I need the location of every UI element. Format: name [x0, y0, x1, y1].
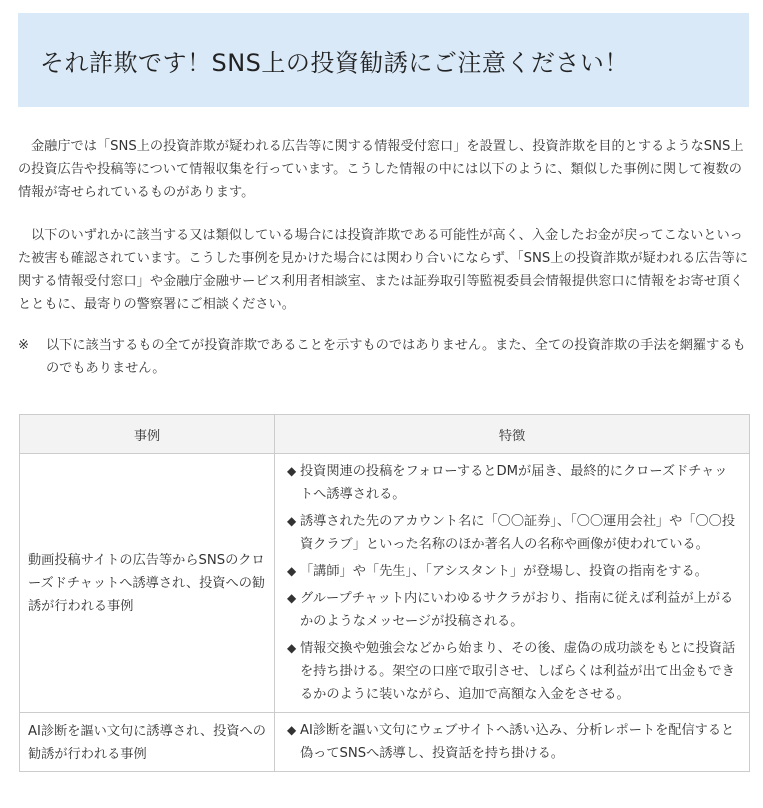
- table-row: [20, 713, 750, 772]
- table-row: [20, 454, 750, 713]
- diamond-bullet-icon: ◆: [287, 591, 297, 605]
- header-features: 特徴: [275, 415, 750, 454]
- note-text: 以下に該当するもの全てが投資詐欺であることを示すものではありません。また、全ての投資詐欺の手法を網羅するものでもありません。: [46, 338, 746, 376]
- feature-text: 誘導された先のアカウント名に「〇〇証券」、「〇〇運用会社」や「〇〇投資クラブ」といった名称のほか著名人の名称や画像が使われている。: [300, 514, 736, 552]
- feature-text: グループチャット内にいわゆるサクラがおり、指南に従えば利益が上がるかのようなメッセージが投稿される。: [300, 591, 734, 629]
- feature-item: [287, 560, 739, 583]
- feature-text: 「講師」や「先生」、「アシスタント」が登場し、投資の指南をする。: [300, 564, 708, 579]
- case-features: [275, 454, 750, 713]
- feature-text: 投資関連の投稿をフォローするとDMが届き、最終的にクローズドチャットへ誘導される。: [300, 464, 728, 502]
- fraud-cases-table: [19, 414, 750, 772]
- title-banner: [18, 13, 749, 107]
- feature-item: [287, 460, 739, 506]
- diamond-bullet-icon: ◆: [287, 514, 297, 528]
- note-mark: ※: [18, 338, 30, 353]
- table-header-row: [20, 415, 750, 454]
- disclaimer-note: [18, 334, 748, 380]
- page-title: それ詐欺です！SNS上の投資勧誘にご注意ください！: [40, 48, 629, 77]
- feature-item: [287, 510, 739, 556]
- feature-text: AI診断を謳い文句にウェブサイトへ誘い込み、分析レポートを配信すると偽ってSNSへ誘導し、投資話を持ち掛ける。: [300, 723, 735, 761]
- diamond-bullet-icon: ◆: [287, 723, 297, 737]
- diamond-bullet-icon: ◆: [287, 641, 297, 655]
- intro-paragraph-2: 以下のいずれかに該当する又は類似している場合には投資詐欺である可能性が高く、入金したお金が戻ってこないといった被害も確認されています。こうした事例を見かけた場合には関わり合いにならず、「SNS上の投資詐欺が疑われる広告等に関する情報受付窓口」や金融庁金融サービス利用者相談室、または証券取引等監視委員会情報提供窓口に情報をお寄せ頂くとともに、最寄りの警察署にご相談ください。: [18, 228, 749, 312]
- case-features: [275, 713, 750, 772]
- feature-item: [287, 637, 739, 706]
- diamond-bullet-icon: ◆: [287, 564, 297, 578]
- diamond-bullet-icon: ◆: [287, 464, 297, 478]
- feature-item: [287, 587, 739, 633]
- feature-text: 情報交換や勉強会などから始まり、その後、虚偽の成功談をもとに投資話を持ち掛ける。架空の口座で取引させ、しばらくは利益が出て出金もできるかのように装いながら、追加で高額な入金をさせる。: [300, 641, 736, 702]
- intro-paragraph-1: 金融庁では「SNS上の投資詐欺が疑われる広告等に関する情報受付窓口」を設置し、投資詐欺を目的とするようなSNS上の投資広告や投稿等について情報収集を行っています。こうした情報の中には以下のように、類似した事例に関して複数の情報が寄せられているものがあります。: [18, 139, 744, 200]
- feature-item: [287, 719, 739, 765]
- case-name: 動画投稿サイトの広告等からSNSのクローズドチャットへ誘導され、投資への勧誘が行われる事例: [20, 454, 275, 713]
- header-case: 事例: [20, 415, 275, 454]
- case-name: AI診断を謳い文句に誘導され、投資への勧誘が行われる事例: [20, 713, 275, 772]
